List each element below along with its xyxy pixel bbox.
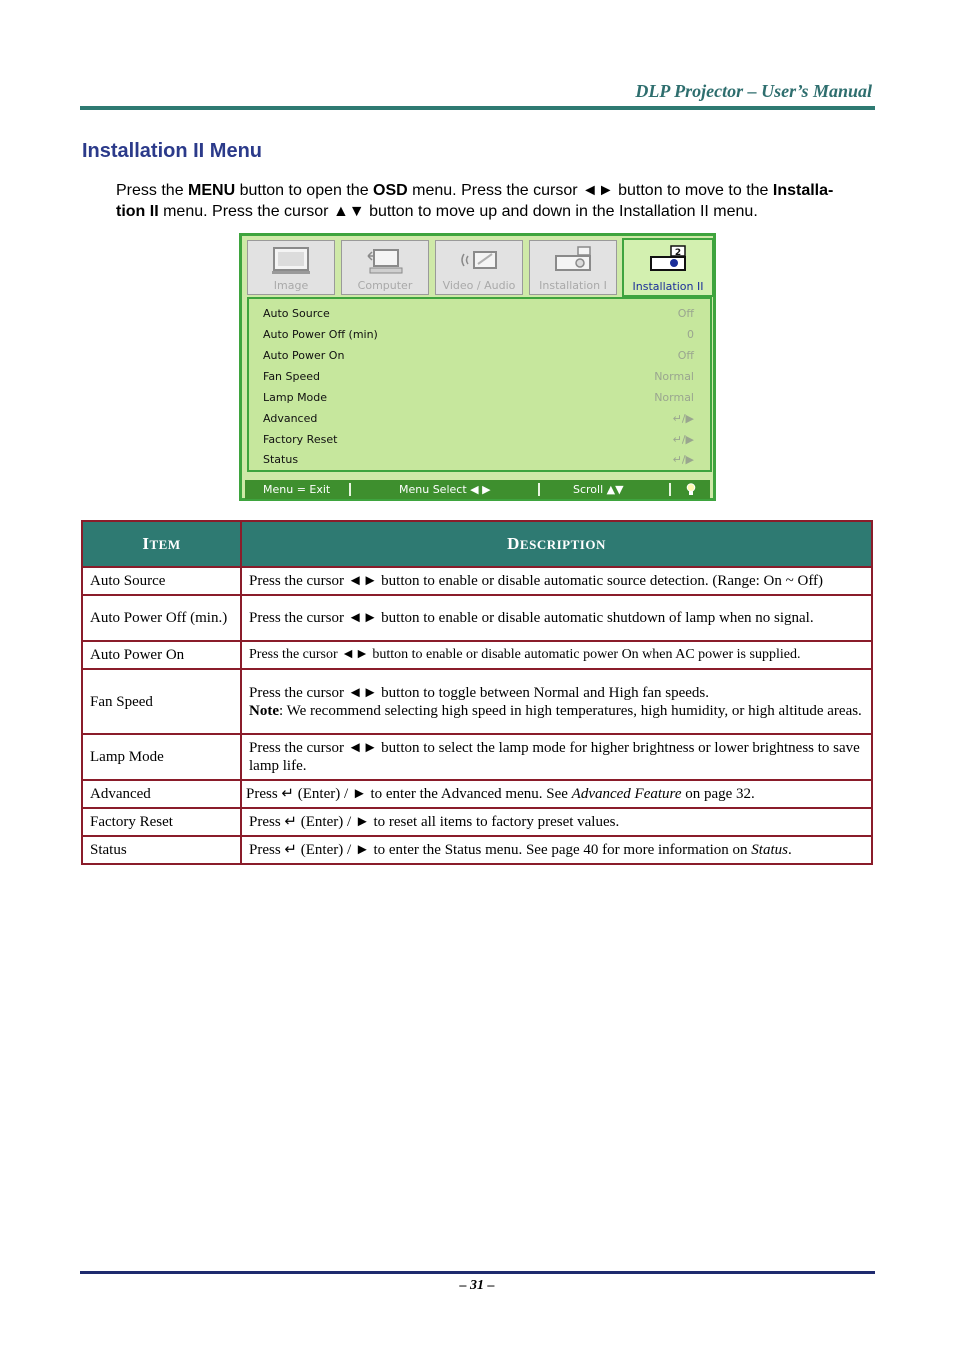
- header-title: DLP Projector – User’s Manual: [635, 81, 872, 101]
- table-row: [82, 567, 872, 595]
- table-cell-desc: [241, 669, 872, 734]
- note-label: Note: [249, 702, 279, 719]
- osd-bar-divider: [669, 483, 671, 496]
- installation-ii-icon: [647, 245, 689, 275]
- osd-row-value: Off: [677, 349, 694, 362]
- osd-row-label: Factory Reset: [263, 433, 338, 446]
- osd-row-lamp-mode[interactable]: [263, 388, 694, 408]
- table-cell-item: Status: [82, 836, 241, 864]
- osd-row-auto-source[interactable]: [263, 304, 694, 324]
- intro-menu-bold: MENU: [188, 182, 236, 199]
- computer-icon: [364, 246, 406, 276]
- table-cell-desc: [241, 780, 872, 808]
- table-cell-item: Auto Power On: [82, 641, 241, 669]
- table-cell-item: Fan Speed: [82, 669, 241, 734]
- table-cell-item: Factory Reset: [82, 808, 241, 836]
- osd-tab-bar: [247, 240, 711, 297]
- intro-install-bold: Installa-: [772, 182, 834, 199]
- osd-row-value: Normal: [654, 370, 694, 383]
- table-row: [82, 641, 872, 669]
- osd-tab-label: Installation II: [632, 280, 704, 293]
- table-cell-desc: [241, 836, 872, 864]
- table-cell-item: Auto Source: [82, 567, 241, 595]
- table-cell-item: Advanced: [82, 780, 241, 808]
- intro-text: Press the: [116, 182, 189, 199]
- desc-text: .: [787, 842, 792, 858]
- osd-row-label: Auto Source: [263, 307, 330, 320]
- osd-bar-divider: [538, 483, 540, 496]
- desc-text: Press ↵ (Enter) / ► to enter the Status menu. See page 40 for more information on: [249, 842, 752, 858]
- desc-text: Press ↵ (Enter) / ► to enter the Advanced menu. See: [246, 786, 572, 802]
- intro-text: menu. Press the cursor ▲▼ button to move up and down in the Installation II menu.: [158, 203, 758, 220]
- page-number: – 31 –: [459, 1278, 495, 1293]
- osd-row-value: Off: [677, 307, 694, 320]
- video-audio-icon: [458, 246, 500, 276]
- table-cell-desc: Press ↵ (Enter) / ► to reset all items to factory preset values.: [241, 808, 872, 836]
- osd-row-advanced[interactable]: [263, 409, 694, 429]
- osd-tab-label: Installation I: [539, 279, 607, 292]
- osd-bar-select: Menu Select ◀ ▶: [399, 483, 491, 496]
- osd-tab-label: Image: [273, 279, 309, 292]
- osd-bar-exit: Menu = Exit: [263, 483, 331, 496]
- osd-row-fan-speed[interactable]: [263, 367, 694, 387]
- svg-text:2: 2: [674, 248, 682, 258]
- table-cell-desc: Press the cursor ◄► button to select the lamp mode for higher brightness or lower brightness to save lamp life.: [241, 734, 872, 780]
- osd-row-value: ↵/▶: [672, 412, 694, 425]
- osd-row-value: ↵/▶: [672, 433, 694, 446]
- header-item: [82, 521, 241, 567]
- header-description-initial: D: [507, 534, 520, 553]
- section-title: Installation II Menu: [82, 140, 263, 162]
- osd-menu-screenshot: [239, 233, 716, 501]
- osd-tab-image[interactable]: [247, 240, 335, 295]
- table-cell-desc: Press the cursor ◄► button to enable or disable automatic power On when AC power is supplied.: [241, 641, 872, 669]
- table-row: [82, 836, 872, 864]
- table-row: [82, 808, 872, 836]
- header-description: [241, 521, 872, 567]
- table-row: [82, 734, 872, 780]
- intro-text: button to open the: [235, 182, 374, 199]
- osd-row-label: Lamp Mode: [263, 391, 328, 404]
- osd-tab-video-audio[interactable]: [435, 240, 523, 295]
- table-row: [82, 669, 872, 734]
- osd-tab-installation-ii[interactable]: [622, 238, 714, 297]
- osd-row-factory-reset[interactable]: [263, 430, 694, 450]
- osd-row-label: Auto Power On: [263, 349, 345, 362]
- footer-rule: [80, 1271, 875, 1274]
- installation-i-icon: [552, 246, 594, 276]
- intro-text: menu. Press the cursor ◄► button to move to the: [407, 182, 773, 199]
- header-rule: [80, 106, 875, 110]
- intro-osd-bold: OSD: [373, 182, 408, 199]
- intro-install-bold: tion II: [116, 203, 159, 220]
- description-table: [81, 520, 873, 865]
- table-row: [82, 595, 872, 641]
- table-header-row: [82, 521, 872, 567]
- osd-menu-list: [247, 297, 712, 472]
- osd-bar-divider: [349, 483, 351, 496]
- desc-italic: Advanced Feature: [571, 786, 682, 802]
- osd-row-status[interactable]: [263, 450, 694, 470]
- table-cell-desc: Press the cursor ◄► button to enable or disable automatic source detection. (Range: On ~ Off): [241, 567, 872, 595]
- header-item-initial: I: [142, 534, 150, 553]
- intro-paragraph: [116, 180, 876, 222]
- osd-bar-scroll: Scroll ▲▼: [573, 483, 624, 496]
- osd-row-auto-power-on[interactable]: [263, 346, 694, 366]
- desc-text: Press the cursor ◄► button to toggle between Normal and High fan speeds.: [249, 684, 710, 701]
- osd-tab-installation-i[interactable]: [529, 240, 617, 295]
- table-cell-item: Lamp Mode: [82, 734, 241, 780]
- osd-status-bar: [245, 480, 710, 499]
- desc-text: on page 32.: [681, 786, 755, 802]
- table-cell-item: Auto Power Off (min.): [82, 595, 241, 641]
- osd-row-label: Advanced: [263, 412, 318, 425]
- osd-row-label: Fan Speed: [263, 370, 321, 383]
- osd-row-value: Normal: [654, 391, 694, 404]
- lightbulb-icon: [686, 483, 696, 496]
- image-icon: [270, 246, 312, 276]
- osd-tab-label: Video / Audio: [442, 279, 516, 292]
- note-text: : We recommend selecting high speed in high temperatures, high humidity, or high altitude areas.: [279, 702, 862, 719]
- osd-row-value: ↵/▶: [672, 453, 694, 466]
- osd-row-auto-power-off[interactable]: [263, 325, 694, 345]
- table-row: [82, 780, 872, 808]
- osd-tab-label: Computer: [357, 279, 413, 292]
- header-item-rest: TEM: [149, 537, 181, 552]
- osd-row-label: Auto Power Off (min): [263, 328, 378, 341]
- osd-row-label: Status: [263, 453, 299, 466]
- desc-italic: Status: [751, 842, 788, 858]
- header-description-rest: ESCRIPTION: [519, 537, 606, 552]
- osd-tab-computer[interactable]: [341, 240, 429, 295]
- osd-row-value: 0: [687, 328, 694, 341]
- table-cell-desc: Press the cursor ◄► button to enable or disable automatic shutdown of lamp when no signal.: [241, 595, 872, 641]
